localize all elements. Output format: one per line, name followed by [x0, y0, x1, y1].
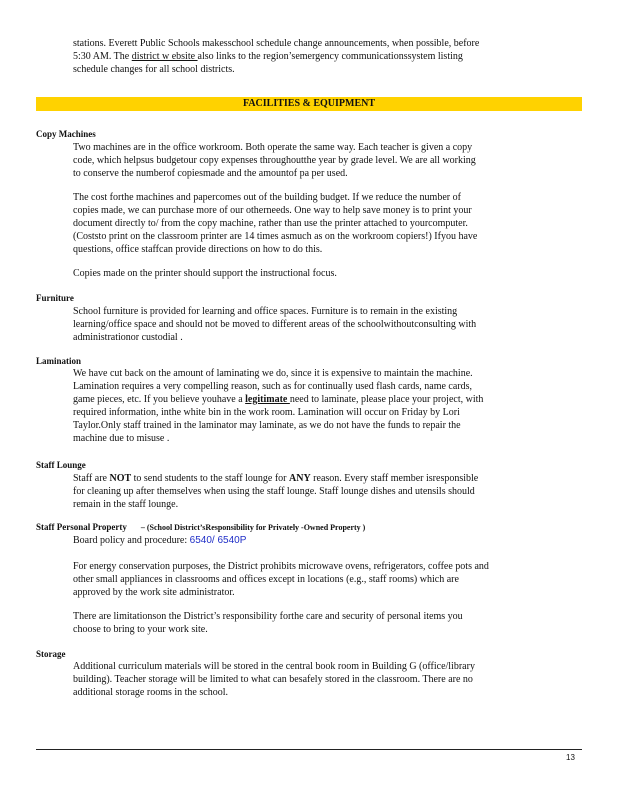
intro-paragraph — [73, 37, 577, 76]
copy-machines-paragraph-3 — [73, 267, 577, 280]
text-line: additional storage rooms in the school. — [73, 687, 228, 698]
page-number: 13 — [566, 753, 575, 762]
text-line: copies made, we can purchase more of our otherneeds. One way to help save money is to print your — [73, 205, 472, 216]
property-paragraph-2 — [73, 610, 577, 636]
text-line: Additional curriculum materials will be stored in the central book room in Building G (office/library — [73, 661, 475, 672]
intro-line: schedule changes for all school districts. — [73, 64, 235, 75]
text-line: approved by the work site administrator. — [73, 587, 235, 598]
text-line: for cleaning up after themselves when using the staff lounge. Staff lounge dishes and utensils should — [73, 486, 475, 497]
text-line: required information, inthe white bin in the work room. Lamination will occur on Friday by Lori — [73, 407, 460, 418]
text-line: remain in the staff lounge. — [73, 499, 179, 510]
text-line: document directly to/ from the copy machine, rather than use the printer attached to yourcomputer. — [73, 218, 468, 229]
text-line — [73, 472, 577, 485]
copy-machines-paragraph-1 — [73, 141, 577, 180]
policy-codes-link[interactable]: 6540/ 6540P — [189, 535, 247, 546]
text-line: to conserve the numberof copiesmade and the amountof pa per used. — [73, 168, 348, 179]
district-website-link[interactable]: district w ebsite — [131, 51, 198, 62]
text-line: Two machines are in the office workroom. Both operate the same way. Each teacher is given a copy — [73, 142, 473, 153]
storage-heading: Storage — [36, 649, 66, 659]
lamination-paragraph — [73, 367, 577, 445]
text-line: For energy conservation purposes, the District prohibits microwave ovens, refrigerators, coffee pots and — [73, 561, 489, 572]
intro-text: 5:30 AM. The — [73, 51, 132, 62]
lounge-text: reason. Every staff member isresponsible — [310, 473, 479, 484]
text-line — [73, 534, 577, 547]
text-line: learning/office space and should not be moved to different areas of the schoolwithoutconsulting with — [73, 319, 477, 330]
copy-machines-heading: Copy Machines — [36, 129, 96, 139]
lamination-heading: Lamination — [36, 356, 82, 366]
intro-line: stations. Everett Public Schools makesschool schedule change announcements, when possible, before — [73, 38, 480, 49]
property-heading-main: Staff Personal Property — [36, 522, 127, 532]
text-line: Copies made on the printer should support the instructional focus. — [73, 268, 337, 279]
text-line: Taylor.Only staff trained in the laminator may laminate, as we do not have the funds to repair the — [73, 420, 461, 431]
emphasis-not: NOT — [109, 473, 132, 484]
text-line: The cost forthe machines and papercomes out of the building budget. If we reduce the number of — [73, 192, 461, 203]
text-line: machine due to misuse . — [73, 433, 170, 444]
text-line: Lamination requires a very compelling reason, such as for continually used flash cards, name cards, — [73, 381, 473, 392]
furniture-heading: Furniture — [36, 293, 74, 303]
lounge-text: to send students to the staff lounge for — [131, 473, 289, 484]
intro-line — [73, 50, 577, 63]
storage-paragraph — [73, 660, 577, 699]
staff-lounge-paragraph — [73, 472, 577, 511]
intro-text: also links to the region’semergency communicationssystem listing — [197, 51, 463, 62]
text-line: building). Teacher storage will be limited to what can besafely stored in the classroom. There are no — [73, 674, 473, 685]
text-line: other small appliances in classrooms and offices except in locations (e.g., staff rooms) which are — [73, 574, 459, 585]
lamination-text: need to laminate, please place your project, with — [289, 394, 484, 405]
text-line: School furniture is provided for learning and office spaces. Furniture is to remain in the existing — [73, 306, 458, 317]
emphasis-any: ANY — [289, 473, 311, 484]
text-line — [73, 393, 577, 406]
text-line: There are limitationson the District’s responsibility forthe care and security of personal items you — [73, 611, 463, 622]
copy-machines-paragraph-2 — [73, 191, 577, 256]
text-line: choose to bring to your work site. — [73, 624, 208, 635]
staff-lounge-heading: Staff Lounge — [36, 460, 86, 470]
staff-property-heading — [36, 521, 365, 534]
text-line: questions, office staffcan provide directions on how to do this. — [73, 244, 323, 255]
footer-rule — [36, 749, 582, 750]
legitimate-link[interactable]: legitimate — [245, 394, 290, 405]
property-paragraph-1 — [73, 560, 577, 599]
furniture-paragraph — [73, 305, 577, 344]
text-line: (Coststo print on the classroom printer are 14 times asmuch as on the workroom copiers!) Ifyou have — [73, 231, 478, 242]
section-header-bar: FACILITIES & EQUIPMENT — [36, 97, 582, 111]
text-line: administrationor custodial . — [73, 332, 183, 343]
text-line: We have cut back on the amount of laminating we do, since it is expensive to maintain the machine. — [73, 368, 473, 379]
text-line: code, which helpsus budgetour copy expenses throughoutthe year by grade level. We are all working — [73, 155, 476, 166]
property-heading-sub: – (School District’sResponsibility for Privately -Owned Property ) — [140, 523, 366, 532]
policy-label: Board policy and procedure: — [73, 535, 190, 546]
board-policy-line — [73, 534, 577, 547]
lounge-text: Staff are — [73, 473, 110, 484]
lamination-text: game pieces, etc. If you believe youhave a — [73, 394, 246, 405]
